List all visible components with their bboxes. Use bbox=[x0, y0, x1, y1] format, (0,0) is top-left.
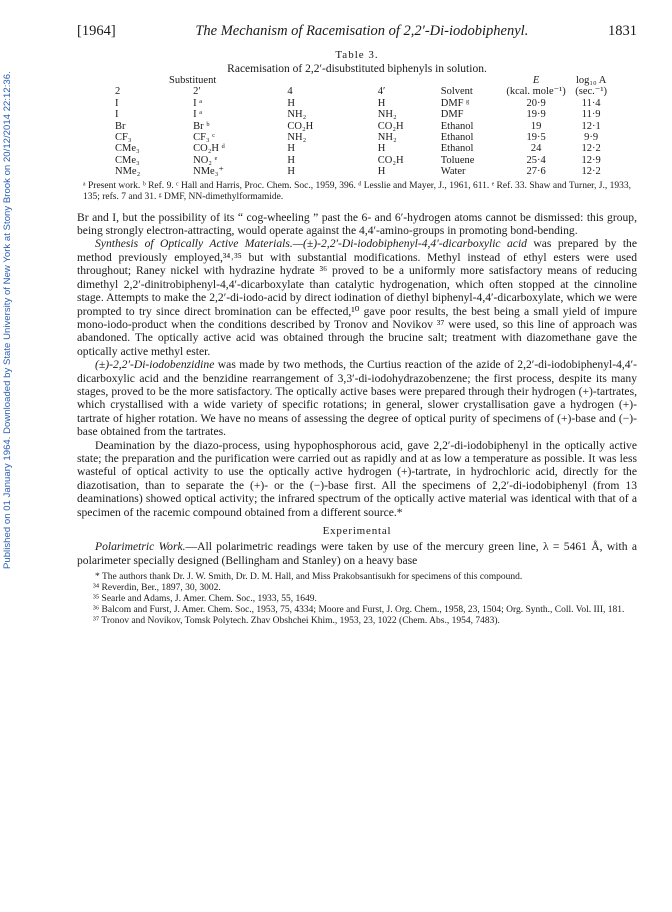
table-cell: Ethanol bbox=[440, 132, 474, 144]
col-header-4prime: 4′ bbox=[377, 86, 386, 98]
col-header-2prime: 2′ bbox=[193, 86, 201, 98]
table-cell: NH₂ bbox=[377, 132, 397, 144]
col-header-loga: log₁₀ A bbox=[575, 75, 607, 86]
table-cell: Ethanol bbox=[440, 143, 474, 155]
table-header-row bbox=[105, 86, 607, 97]
racemisation-table bbox=[105, 75, 607, 178]
table-cell: 25·4 bbox=[526, 154, 546, 166]
running-head bbox=[77, 22, 637, 40]
table-cell: Toluene bbox=[440, 154, 475, 166]
table-cell: 11·4 bbox=[581, 97, 601, 109]
paragraph-2 bbox=[77, 237, 637, 358]
reference-37: ³⁷ Tronov and Novikov, Tomsk Polytech. Zhav Obshchei Khim., 1953, 23, 1022 (Chem. Abs., 1954, 7483). bbox=[93, 616, 500, 627]
paper-title: The Mechanism of Racemisation of 2,2′-Di-iodobiphenyl. bbox=[195, 23, 529, 39]
table-row bbox=[105, 98, 607, 109]
table-row bbox=[105, 155, 607, 166]
table-row bbox=[105, 132, 607, 143]
table-cell: CF₃ ᶜ bbox=[193, 132, 215, 144]
table-cell: CO₂H ᵈ bbox=[193, 143, 225, 155]
table-title: Racemisation of 2,2′-disubstituted biphenyls in solution. bbox=[227, 63, 487, 75]
acknowledgement-note: * The authors thank Dr. J. W. Smith, Dr. D. M. Hall, and Miss Prakobsantisukh for specimens of this compound. bbox=[95, 572, 523, 583]
reference-34: ³⁴ Reverdin, Ber., 1897, 30, 3002. bbox=[93, 583, 221, 594]
table-cell: 12·2 bbox=[581, 166, 601, 178]
table-row bbox=[105, 166, 607, 177]
paragraph-5-text: —All polarimetric readings were taken by use of the mercury green line, λ = 5461 Å, with a polarimeter specially designed (Bellingham and Stanley) on a heavy base bbox=[77, 540, 637, 567]
table-body bbox=[105, 98, 607, 178]
table-cell: 12·9 bbox=[581, 154, 601, 166]
table-row bbox=[105, 109, 607, 120]
table-cell: NH₂ bbox=[287, 132, 307, 144]
paragraph-4: Deamination by the diazo-process, using hypophosphorous acid, gave 2,2′-di-iodobiphenyl in the optically active state; the preparation and the purification were carried out as rapidly and at as low a temperature as possible. It was less wasteful of optical activity to use the optically active hydrogen (+)-tartrate, in hydrochloric acid, directly for the diazotisation, than to separate the (+)- or the (−)-base first. All the specimens of 2,2′-di-iodobiphenyl (from 13 deaminations) showed optical activity; the infrared spectrum of the optically active material was identical with that of a specimen of the racemic compound obtained from a different source.* bbox=[77, 438, 637, 519]
table-cell: CO₂H bbox=[377, 154, 404, 166]
table-cell: I bbox=[115, 109, 119, 121]
table-cell: DMF ᵍ bbox=[440, 97, 470, 109]
table-cell: H bbox=[287, 166, 295, 178]
table-cell: NMe₂ bbox=[115, 166, 141, 178]
table-cell: H bbox=[287, 154, 295, 166]
col-unit-e: (kcal. mole⁻¹) bbox=[506, 86, 566, 98]
table-cell: 11·9 bbox=[581, 109, 601, 121]
year-label: [1964] bbox=[77, 23, 116, 39]
table-cell: 12·1 bbox=[581, 120, 601, 132]
table-cell: H bbox=[377, 97, 386, 109]
experimental-heading: Experimental bbox=[322, 525, 392, 537]
table-cell: 20·9 bbox=[526, 97, 546, 109]
table-cell: I bbox=[115, 97, 119, 109]
table-cell: 12·2 bbox=[581, 143, 601, 155]
journal-page bbox=[77, 22, 637, 627]
table-cell: 19·5 bbox=[526, 132, 546, 144]
table-cell: 24 bbox=[530, 143, 542, 155]
table-cell: CMe₃ bbox=[115, 143, 140, 155]
col-unit-loga: (sec.⁻¹) bbox=[575, 86, 607, 98]
table-cell: I ᵃ bbox=[193, 97, 203, 109]
table-cell: Br ᵇ bbox=[193, 120, 210, 132]
col-header-4: 4 bbox=[287, 86, 293, 98]
table-cell: NMe₃⁺ bbox=[193, 166, 224, 178]
substituent-group-header: Substituent bbox=[169, 75, 217, 86]
table-cell: H bbox=[377, 143, 386, 155]
table-cell: CMe₃ bbox=[115, 154, 140, 166]
table-cell: NO₂ ᵉ bbox=[193, 154, 218, 166]
table-cell: CO₂H bbox=[377, 120, 404, 132]
page-number: 1831 bbox=[607, 23, 637, 39]
table-cell: NH₂ bbox=[287, 109, 307, 121]
paragraph-2-text: was prepared by the method previously employed,³⁴˒³⁵ but with substantial modifications. Methyl instead of ethyl esters were used throughout; Raney nickel with hydrazine hydrate ³⁶ proved to be a uniformly more satisfactory means of reducing dimethyl 2,2′-dinitrobiphenyl-4,4′-dicarboxylate than catalytic hydrogenation, which often stopped at the cinnoline stage. Attempts to make the 2,2′-di-iodo-acid by direct iodination of diethyl biphenyl-4,4′-dicarboxylate, which we were prompted to try since direct bromination can be effected,¹⁰ gave poor results, the best being a small yield of impure mono-iodo-product when the conditions described by Tronov and Novikov ³⁷ were used, so this line of approach was abandoned. The optically active acid was obtained through the brucine salt; treatment with diazomethane gave the optically active methyl ester. bbox=[77, 237, 638, 358]
table-cell: 19·9 bbox=[526, 109, 546, 121]
article-body bbox=[77, 211, 637, 568]
polarimetric-heading: Polarimetric Work. bbox=[95, 540, 186, 554]
table-cell: CO₂H bbox=[287, 120, 314, 132]
table-cell: H bbox=[377, 166, 386, 178]
paragraph-5 bbox=[77, 540, 637, 567]
table-cell: 19 bbox=[530, 120, 542, 132]
synthesis-heading: Synthesis of Optically Active Materials. bbox=[95, 237, 293, 251]
paragraph-3 bbox=[77, 358, 637, 438]
table-cell: NH₂ bbox=[377, 109, 397, 121]
table-cell: H bbox=[287, 97, 295, 109]
table-cell: Br bbox=[115, 120, 126, 132]
diiodobenzidine-compound: (±)-2,2′-Di-iodobenzidine bbox=[95, 358, 215, 372]
table-footnotes: ᵃ Present work. ᵇ Ref. 9. ᶜ Hall and Harris, Proc. Chem. Soc., 1959, 396. ᵈ Lesslie and Mayer, J., 1961, 611. ᵉ Ref. 33. Shaw and Turner, J., 1933, 135; refs. 7 and 31. ᵍ DMF, NN-dimethylformamide. bbox=[83, 180, 631, 202]
table-group-header-row bbox=[105, 75, 607, 86]
table-caption: Table 3. bbox=[335, 49, 379, 61]
reference-36: ³⁶ Balcom and Furst, J. Amer. Chem. Soc., 1953, 75, 4334; Moore and Furst, J. Org. Chem., 1958, 23, 1504; Org. Synth., Coll. Vol. III, 181. bbox=[93, 605, 625, 616]
reference-35: ³⁵ Searle and Adams, J. Amer. Chem. Soc., 1933, 55, 1649. bbox=[93, 594, 317, 605]
col-header-e: E bbox=[532, 75, 540, 86]
table-cell: H bbox=[287, 143, 295, 155]
col-header-2: 2 bbox=[115, 86, 121, 98]
paragraph-1: Br and I, but the possibility of its “ cog-wheeling ” past the 6- and 6′-hydrogen atoms cannot be dismissed: this group, being strongly electron-attracting, would operate against the 4,4′-amino-groups in promoting bond-bending. bbox=[77, 210, 637, 238]
table-cell: Ethanol bbox=[440, 120, 474, 132]
synthesis-compound: —(±)-2,2′-Di-iodobiphenyl-4,4′-dicarboxylic acid bbox=[292, 237, 527, 251]
table-cell: I ᵃ bbox=[193, 109, 203, 121]
col-header-solvent: Solvent bbox=[440, 86, 473, 98]
table-cell: DMF bbox=[440, 109, 464, 121]
table-cell: CF₃ bbox=[115, 132, 132, 144]
table-row bbox=[105, 121, 607, 132]
table-cell: Water bbox=[440, 166, 466, 178]
paragraph-3-text: was made by two methods, the Curtius reaction of the azide of 2,2′-di-iodobiphenyl-4,4′-dicarboxylic acid and the benzidine rearrangement of 3,3′-di-iodohydrazobenzene; the first process, despite its many stages, proved to be the more satisfactory. The optically active bases were prepared through their hydrogen (+)-tartrates, which crystallised with a wide variety of specific rotations; in general, slower crystallisation gave a hydrogen (+)-tartrate of higher rotation. We have no means of assessing the degree of optical purity of specimens of (+)-base and (−)-base obtained from the tartrates. bbox=[77, 358, 637, 439]
table-cell: 27·6 bbox=[526, 166, 546, 178]
table-row bbox=[105, 143, 607, 154]
table-cell: 9·9 bbox=[584, 132, 599, 144]
download-watermark: Published on 01 January 1964. Downloaded by State University of New York at Stony Brook on 20/12/2014 22:12:36. bbox=[2, 71, 13, 569]
references bbox=[77, 572, 637, 627]
